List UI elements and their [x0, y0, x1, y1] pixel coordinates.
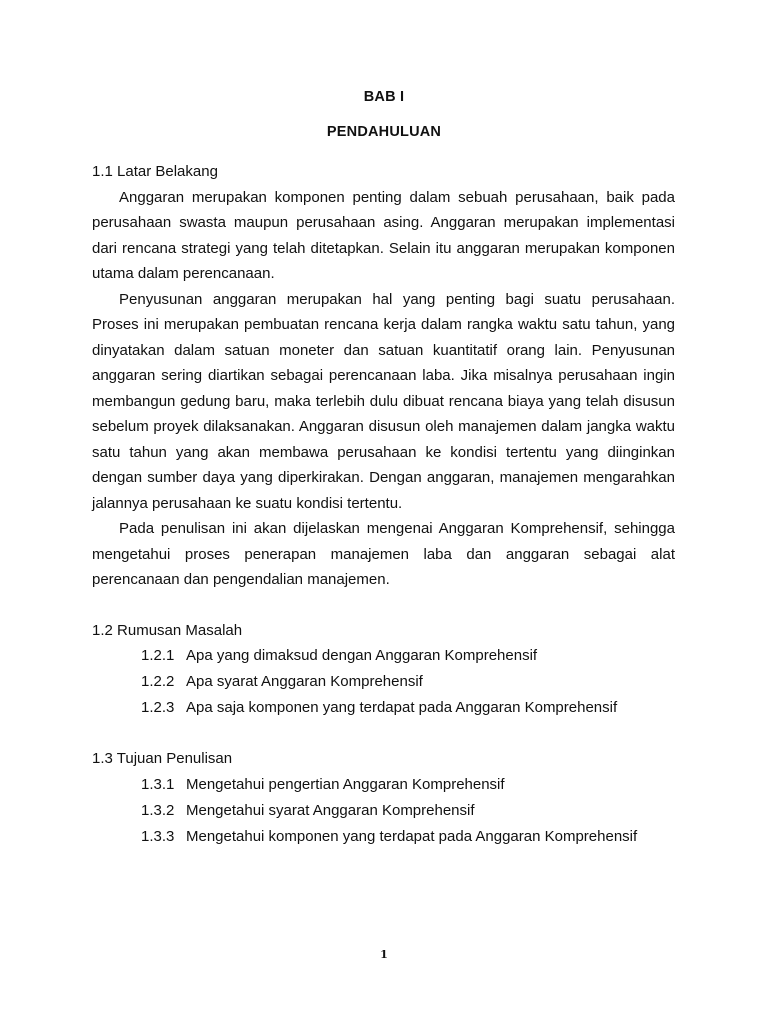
- list-item-number: 1.3.2: [141, 801, 175, 819]
- list-item-number: 1.2.1: [141, 647, 175, 664]
- paragraph: Anggaran merupakan komponen penting dalam sebuah perusahaan, baik pada perusahaan swasta maupun perusahaan asing. Anggaran merupakan implementasi dari rencana strategi yang telah ditetapkan. Selain itu anggaran merupakan komponen utama dalam perencanaan.: [92, 188, 675, 282]
- list-item-number: 1.2.2: [141, 673, 175, 690]
- list-item-text: Mengetahui komponen yang terdapat pada Anggaran Komprehensif: [186, 827, 638, 845]
- section-tujuan-penulisan: [92, 746, 675, 850]
- paragraph: Pada penulisan ini akan dijelaskan mengenai Anggaran Komprehensif, sehingga mengetahui proses penerapan manajemen laba dan anggaran sebagai alat perencanaan dan pengendalian manajemen.: [92, 520, 675, 588]
- section-rumusan-masalah: [92, 618, 675, 722]
- chapter-number: BAB I: [363, 89, 405, 105]
- document-body: [92, 159, 675, 850]
- section-spacer: [92, 721, 675, 746]
- section-spacer: [92, 593, 675, 618]
- list-item: [92, 824, 675, 850]
- page-number: 1: [380, 948, 388, 961]
- list-item-text: Apa saja komponen yang terdapat pada Anggaran Komprehensif: [186, 699, 618, 716]
- section-heading: 1.3 Tujuan Penulisan: [92, 750, 233, 767]
- list-item-number: 1.3.3: [141, 827, 175, 845]
- chapter-title: PENDAHULUAN: [326, 124, 442, 140]
- section-latar-belakang: [92, 159, 675, 593]
- list-item: [92, 695, 675, 721]
- list-item-text: Mengetahui syarat Anggaran Komprehensif: [186, 801, 475, 819]
- list-item: [92, 798, 675, 824]
- list-item-text: Mengetahui pengertian Anggaran Komprehensif: [186, 775, 505, 793]
- list-item: [92, 669, 675, 695]
- section-heading: 1.1 Latar Belakang: [92, 163, 218, 180]
- list-item: [92, 772, 675, 798]
- list-item: [92, 643, 675, 669]
- list-item-text: Apa syarat Anggaran Komprehensif: [186, 673, 423, 690]
- list-item-number: 1.3.1: [141, 775, 175, 793]
- section-heading: 1.2 Rumusan Masalah: [92, 621, 243, 639]
- numbered-list: [92, 772, 675, 850]
- numbered-list: [92, 643, 675, 721]
- list-item-text: Apa yang dimaksud dengan Anggaran Komprehensif: [186, 647, 538, 664]
- paragraph: Penyusunan anggaran merupakan hal yang penting bagi suatu perusahaan. Proses ini merupakan pembuatan rencana kerja dalam rangka waktu satu tahun, yang dinyatakan dalam satuan moneter dan satuan kuantitatif orang lain. Penyusunan anggaran sering diartikan sebagai perencanaan laba. Jika misalnya perusahaan ingin membangun gedung baru, maka terlebih dulu dibuat rencana biaya yang telah disusun sebelum proyek dilaksanakan. Anggaran disusun oleh manajemen dalam jangka waktu satu tahun yang akan membawa perusahaan ke kondisi tertentu yang diinginkan dengan sumber daya yang diperkirakan. Dengan anggaran, manajemen mengarahkan jalannya perusahaan ke suatu kondisi tertentu.: [92, 290, 675, 512]
- list-item-number: 1.2.3: [141, 699, 175, 716]
